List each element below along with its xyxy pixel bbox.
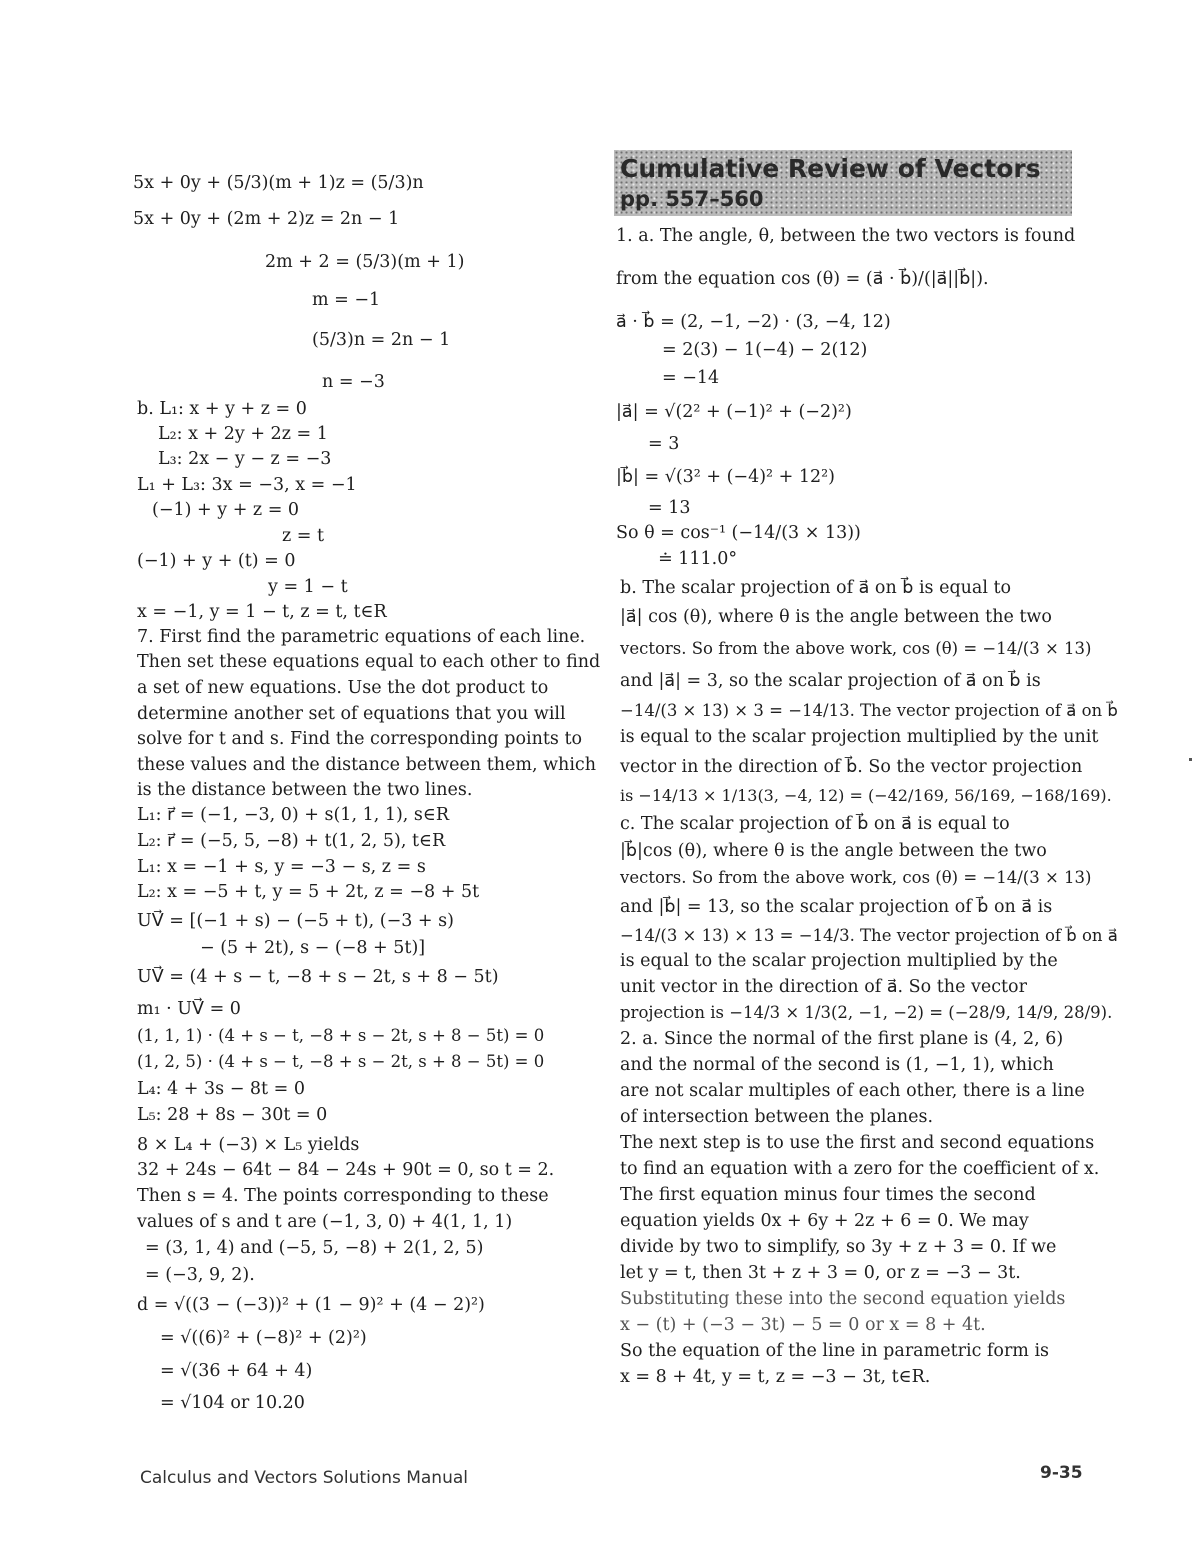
text-line: L₂: x = −5 + t, y = 5 + 2t, z = −8 + 5t — [137, 882, 480, 902]
text-line: 32 + 24s − 64t − 84 − 24s + 90t = 0, so t = 2. — [137, 1160, 555, 1180]
text-line: x = 8 + 4t, y = t, z = −3 − 3t, t∈R. — [620, 1367, 931, 1387]
text-line: So the equation of the line in parametric form is — [620, 1341, 1050, 1361]
text-line: let y = t, then 3t + z + 3 = 0, or z = −3 − 3t. — [620, 1263, 1021, 1283]
text-line: z = t — [282, 526, 325, 546]
text-line: L₄: 4 + 3s − 8t = 0 — [137, 1079, 306, 1099]
text-line: = −14 — [662, 368, 720, 388]
text-line: x − (t) + (−3 − 3t) − 5 = 0 or x = 8 + 4t. — [620, 1315, 986, 1335]
text-line: −14/(3 × 13) × 3 = −14/13. The vector projection of a⃗ on b⃗ — [620, 701, 1118, 720]
text-line: L₁ + L₃: 3x = −3, x = −1 — [137, 475, 357, 495]
text-line: m₁ · UV⃗ = 0 — [137, 999, 241, 1019]
text-line: L₅: 28 + 8s − 30t = 0 — [137, 1105, 328, 1125]
text-line: −14/(3 × 13) × 13 = −14/3. The vector projection of b⃗ on a⃗ — [620, 926, 1118, 945]
text-line: is equal to the scalar projection multiplied by the — [620, 951, 1058, 971]
text-line: (−1) + y + (t) = 0 — [137, 551, 296, 571]
text-line: L₁: x = −1 + s, y = −3 − s, z = s — [137, 857, 426, 877]
text-line: and |b⃗| = 13, so the scalar projection of b⃗ on a⃗ is — [620, 897, 1053, 917]
text-line: is −14/13 × 1/13(3, −4, 12) = (−42/169, 56/169, −168/169). — [620, 786, 1112, 805]
text-line: |b⃗|cos (θ), where θ is the angle between the two — [620, 841, 1047, 861]
text-line: Then set these equations equal to each other to find — [137, 652, 601, 672]
text-line: |b⃗| = √(3² + (−4)² + 12²) — [616, 467, 835, 487]
text-line: L₃: 2x − y − z = −3 — [158, 449, 332, 469]
text-line: ≐ 111.0° — [658, 549, 738, 569]
text-line: equation yields 0x + 6y + 2z + 6 = 0. We may — [620, 1211, 1029, 1231]
text-line: x = −1, y = 1 − t, z = t, t∈R — [137, 602, 387, 622]
text-line: c. The scalar projection of b⃗ on a⃗ is equal to — [620, 814, 1010, 834]
text-line: d = √((3 − (−3))² + (1 − 9)² + (4 − 2)²) — [137, 1295, 485, 1315]
text-line: these values and the distance between them, which — [137, 755, 596, 775]
text-line: is equal to the scalar projection multiplied by the unit — [620, 727, 1099, 747]
text-line: y = 1 − t — [268, 577, 348, 597]
text-line: unit vector in the direction of a⃗. So the vector — [620, 977, 1027, 997]
text-line: = (3, 1, 4) and (−5, 5, −8) + 2(1, 2, 5) — [145, 1238, 484, 1258]
text-line: b. The scalar projection of a⃗ on b⃗ is equal to — [620, 578, 1012, 598]
text-line: |a⃗| cos (θ), where θ is the angle between the two — [620, 607, 1052, 627]
text-line: vectors. So from the above work, cos (θ) = −14/(3 × 13) — [620, 639, 1092, 658]
text-line: 1. a. The angle, θ, between the two vectors is found — [616, 226, 1076, 246]
text-line: = √((6)² + (−8)² + (2)²) — [160, 1328, 367, 1348]
text-line: The first equation minus four times the second — [620, 1185, 1036, 1205]
text-line: 5x + 0y + (5/3)(m + 1)z = (5/3)n — [133, 173, 424, 193]
text-line: The next step is to use the first and second equations — [620, 1133, 1095, 1153]
text-line: solve for t and s. Find the corresponding points to — [137, 729, 583, 749]
text-line: L₁: r⃗ = (−1, −3, 0) + s(1, 1, 1), s∈R — [137, 805, 450, 825]
text-line: = √104 or 10.20 — [160, 1393, 305, 1413]
text-line: n = −3 — [322, 372, 385, 392]
text-line: Then s = 4. The points corresponding to these — [137, 1186, 549, 1206]
text-line: = √(36 + 64 + 4) — [160, 1361, 313, 1381]
text-line: Substituting these into the second equation yields — [620, 1289, 1066, 1309]
text-line: 7. First find the parametric equations of each line. — [137, 627, 586, 647]
text-line: of intersection between the planes. — [620, 1107, 934, 1127]
text-line: and |a⃗| = 3, so the scalar projection of a⃗ on b⃗ is — [620, 671, 1041, 691]
text-line: determine another set of equations that you will — [137, 704, 566, 724]
text-line: to find an equation with a zero for the coefficient of x. — [620, 1159, 1100, 1179]
text-line: projection is −14/3 × 1/3(2, −1, −2) = (−28/9, 14/9, 28/9). — [620, 1003, 1113, 1022]
text-line: = 13 — [648, 498, 691, 518]
text-line: b. L₁: x + y + z = 0 — [137, 399, 307, 419]
text-line: and the normal of the second is (1, −1, 1), which — [620, 1055, 1054, 1075]
text-line: m = −1 — [312, 290, 381, 310]
text-line: UV⃗ = (4 + s − t, −8 + s − 2t, s + 8 − 5t) — [137, 967, 499, 987]
text-line: a⃗ · b⃗ = (2, −1, −2) · (3, −4, 12) — [616, 312, 891, 332]
text-line: (1, 2, 5) · (4 + s − t, −8 + s − 2t, s + 8 − 5t) = 0 — [137, 1052, 545, 1071]
text-line: |a⃗| = √(2² + (−1)² + (−2)²) — [616, 402, 852, 422]
text-line: 8 × L₄ + (−3) × L₅ yields — [137, 1135, 360, 1155]
text-line: = (−3, 9, 2). — [145, 1265, 255, 1285]
text-line: is the distance between the two lines. — [137, 780, 473, 800]
text-line: L₂: r⃗ = (−5, 5, −8) + t(1, 2, 5), t∈R — [137, 831, 446, 851]
text-line: vector in the direction of b⃗. So the vector projection — [620, 757, 1083, 777]
text-line: (5/3)n = 2n − 1 — [312, 330, 451, 350]
text-line: = 3 — [648, 434, 680, 454]
text-line: divide by two to simplify, so 3y + z + 3 = 0. If we — [620, 1237, 1057, 1257]
text-line: (1, 1, 1) · (4 + s − t, −8 + s − 2t, s + 8 − 5t) = 0 — [137, 1026, 545, 1045]
text-line: (−1) + y + z = 0 — [152, 500, 300, 520]
section-heading-title: Cumulative Review of Vectors — [620, 154, 1041, 183]
text-line: 2m + 2 = (5/3)(m + 1) — [265, 252, 465, 272]
text-line: are not scalar multiples of each other, there is a line — [620, 1081, 1085, 1101]
footer-book-title: Calculus and Vectors Solutions Manual — [140, 1468, 468, 1488]
text-line: UV⃗ = [(−1 + s) − (−5 + t), (−3 + s) — [137, 911, 454, 931]
text-line: So θ = cos⁻¹ (−14/(3 × 13)) — [616, 523, 861, 543]
footer-page-number: 9-35 — [1040, 1463, 1083, 1483]
text-line: 5x + 0y + (2m + 2)z = 2n − 1 — [133, 209, 400, 229]
text-line: values of s and t are (−1, 3, 0) + 4(1, 1, 1) — [137, 1212, 513, 1232]
text-line: a set of new equations. Use the dot product to — [137, 678, 549, 698]
text-line: L₂: x + 2y + 2z = 1 — [158, 424, 328, 444]
scan-speck — [1189, 758, 1192, 761]
text-line: from the equation cos (θ) = (a⃗ · b⃗)/(|a⃗||b⃗|). — [616, 269, 989, 289]
text-line: = 2(3) − 1(−4) − 2(12) — [662, 340, 868, 360]
text-line: 2. a. Since the normal of the first plane is (4, 2, 6) — [620, 1029, 1064, 1049]
text-line: vectors. So from the above work, cos (θ) = −14/(3 × 13) — [620, 868, 1092, 887]
section-heading-pages: pp. 557–560 — [620, 187, 764, 211]
text-line: − (5 + 2t), s − (−8 + 5t)] — [200, 938, 426, 958]
